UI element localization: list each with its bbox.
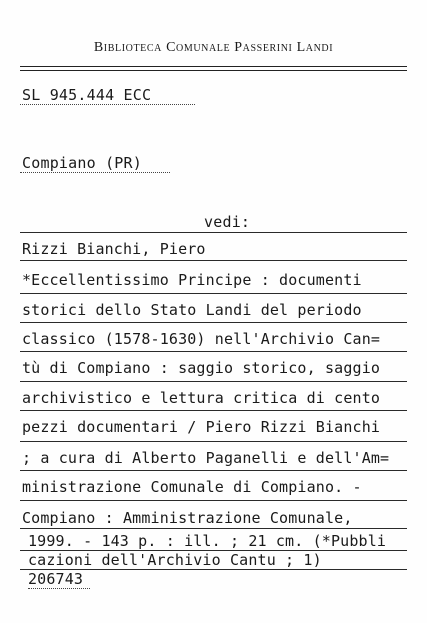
subject-heading: Compiano (PR) <box>22 154 142 172</box>
entry-line: 1999. - 143 p. : ill. ; 21 cm. (*Pubbli <box>28 532 387 550</box>
entry-line: ministrazione Comunale di Compiano. - <box>22 478 362 496</box>
entry-rule-6 <box>20 410 407 411</box>
entry-rule-1 <box>20 260 407 261</box>
header-double-rule <box>20 66 407 71</box>
call-number: SL 945.444 ECC <box>22 86 152 104</box>
entry-rule-7 <box>20 441 407 442</box>
entry-rule-2 <box>20 293 407 294</box>
entry-line: *Eccellentissimo Principe : documenti <box>22 271 362 289</box>
entry-rule-3 <box>20 322 407 323</box>
entry-line: archivistico e lettura critica di cento <box>22 389 381 407</box>
call-number-underline <box>20 104 195 105</box>
entry-rule-4 <box>20 351 407 352</box>
entry-line: tù di Compiano : saggio storico, saggio <box>22 359 381 377</box>
entry-line: pezzi documentari / Piero Rizzi Bianchi <box>22 418 381 436</box>
entry-line: ; a cura di Alberto Paganelli e dell'Am= <box>22 449 390 467</box>
subject-underline <box>20 172 170 173</box>
entry-rule-9 <box>20 500 407 501</box>
entry-rule-10 <box>20 528 407 529</box>
entry-line: cazioni dell'Archivio Cantu ; 1) <box>28 551 322 569</box>
entry-line: Compiano : Amministrazione Comunale, <box>22 509 353 527</box>
accession-underline <box>28 588 90 589</box>
entry-line: Rizzi Bianchi, Piero <box>22 240 206 258</box>
entry-line: storici dello Stato Landi del periodo <box>22 301 362 319</box>
library-name: Biblioteca Comunale Passerini Landi <box>93 40 334 55</box>
accession-number: 206743 <box>28 570 84 588</box>
entry-rule-8 <box>20 470 407 471</box>
entry-rule-5 <box>20 381 407 382</box>
see-reference-label: vedi: <box>204 213 251 231</box>
entry-rule-0 <box>20 232 407 233</box>
entry-line: classico (1578-1630) nell'Archivio Can= <box>22 330 381 348</box>
